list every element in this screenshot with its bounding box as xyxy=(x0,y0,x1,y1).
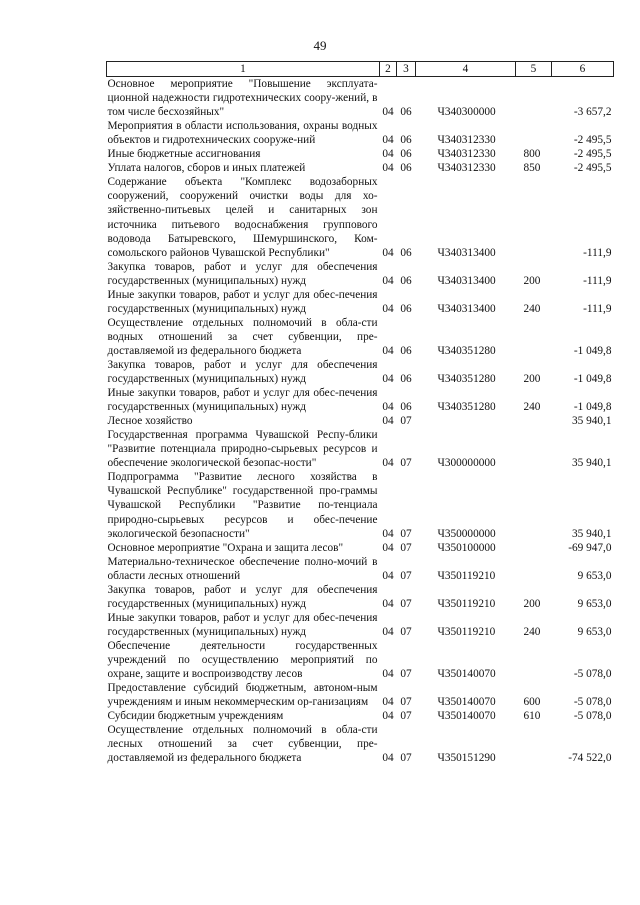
row-subsection: 07 xyxy=(400,696,412,709)
row-expense-type xyxy=(516,175,552,259)
row-amount: -1 049,8 xyxy=(573,373,612,386)
header-col-2: 2 xyxy=(380,62,397,77)
row-subsection: 07 xyxy=(400,457,412,470)
row-target-code xyxy=(416,414,516,428)
row-amount: -1 049,8 xyxy=(573,344,612,357)
row-target-code: Ч350119210 xyxy=(437,597,496,610)
page-number: 49 xyxy=(313,38,327,53)
row-target-code: Ч350100000 xyxy=(437,541,496,554)
row-name: Основное мероприятие "Охрана и защита лесов" xyxy=(107,541,344,554)
row-subsection: 06 xyxy=(400,274,412,287)
row-subsection: 06 xyxy=(400,106,412,119)
row-amount: -5 078,0 xyxy=(573,710,612,723)
row-section: 04 xyxy=(382,597,394,610)
row-expense-type: 200 xyxy=(523,274,541,287)
row-target-code: Ч340351280 xyxy=(437,344,496,357)
row-target-code: Ч340313400 xyxy=(437,274,496,287)
row-subsection: 06 xyxy=(400,148,412,161)
row-target-code: Ч340351280 xyxy=(437,373,496,386)
row-name: Закупка товаров, работ и услуг для обеспечения государственных (муниципальных) нужд xyxy=(107,583,378,610)
header-col-1: 1 xyxy=(107,62,380,77)
row-subsection: 07 xyxy=(400,597,412,610)
row-amount: -111,9 xyxy=(583,274,612,287)
table-row xyxy=(107,386,614,414)
row-name: Иные закупки товаров, работ и услуг для обес-печения государственных (муниципальных) нужд xyxy=(107,611,378,638)
row-section: 04 xyxy=(382,668,394,681)
table-row xyxy=(107,119,614,147)
row-name: Лесное хозяйство xyxy=(107,415,193,428)
header-row xyxy=(107,62,614,77)
row-expense-type xyxy=(516,555,552,583)
table-row xyxy=(107,709,614,723)
row-name: Подпрограмма "Развитие лесного хозяйства в Чувашской Республике" государственной про-граммы Чувашской Республики "Развитие по-тенциала природно-сырьевых ресурсов и обес-печение экологической безопасности" xyxy=(107,471,378,540)
row-target-code: Ч350140070 xyxy=(437,710,496,723)
row-target-code: Ч340313400 xyxy=(437,302,496,315)
row-target-code: Ч350140070 xyxy=(437,668,496,681)
row-section: 04 xyxy=(382,344,394,357)
row-name: Уплата налогов, сборов и иных платежей xyxy=(107,162,306,175)
table-row xyxy=(107,681,614,709)
header-col-3: 3 xyxy=(397,62,416,77)
table-row xyxy=(107,470,614,540)
row-expense-type xyxy=(516,470,552,540)
row-subsection: 06 xyxy=(400,134,412,147)
row-name: Предоставление субсидий бюджетным, автоном-ным учреждениям и иным некоммерческим ор-ганизациям xyxy=(107,682,378,709)
row-target-code: Ч340300000 xyxy=(437,106,496,119)
row-amount: -111,9 xyxy=(583,302,612,315)
row-expense-type xyxy=(516,723,552,765)
table-row xyxy=(107,316,614,358)
row-subsection: 07 xyxy=(400,625,412,638)
row-subsection: 06 xyxy=(400,401,412,414)
row-target-code: Ч350151290 xyxy=(437,752,496,765)
row-subsection: 07 xyxy=(400,668,412,681)
row-subsection: 07 xyxy=(400,752,412,765)
row-subsection: 07 xyxy=(400,415,412,428)
row-expense-type xyxy=(516,541,552,555)
row-target-code: Ч340312330 xyxy=(437,162,496,175)
row-target-code: Ч300000000 xyxy=(437,457,496,470)
row-expense-type: 200 xyxy=(523,597,541,610)
row-name: Иные закупки товаров, работ и услуг для обес-печения государственных (муниципальных) нужд xyxy=(107,288,378,315)
row-target-code: Ч350119210 xyxy=(437,569,496,582)
row-section: 04 xyxy=(382,457,394,470)
row-expense-type xyxy=(516,316,552,358)
row-amount: -2 495,5 xyxy=(573,134,612,147)
table-row xyxy=(107,260,614,288)
row-section: 04 xyxy=(382,162,394,175)
row-subsection: 07 xyxy=(400,527,412,540)
row-subsection: 07 xyxy=(400,569,412,582)
table-row xyxy=(107,288,614,316)
row-amount: 35 940,1 xyxy=(571,457,612,470)
table-row xyxy=(107,583,614,611)
row-amount: 35 940,1 xyxy=(571,527,612,540)
row-target-code: Ч350000000 xyxy=(437,527,496,540)
row-subsection: 06 xyxy=(400,162,412,175)
row-expense-type: 200 xyxy=(523,373,541,386)
row-expense-type: 240 xyxy=(523,625,541,638)
row-section: 04 xyxy=(382,696,394,709)
row-expense-type xyxy=(516,428,552,470)
row-target-code: Ч340351280 xyxy=(437,401,496,414)
row-target-code: Ч350119210 xyxy=(437,625,496,638)
row-target-code: Ч340312330 xyxy=(437,134,496,147)
row-amount: -3 657,2 xyxy=(573,106,612,119)
row-section: 04 xyxy=(382,569,394,582)
row-expense-type xyxy=(516,77,552,120)
row-expense-type: 240 xyxy=(523,302,541,315)
row-section: 04 xyxy=(382,415,394,428)
row-amount: -2 495,5 xyxy=(573,148,612,161)
row-amount: -5 078,0 xyxy=(573,696,612,709)
row-amount: 35 940,1 xyxy=(571,415,612,428)
row-expense-type xyxy=(516,119,552,147)
row-target-code: Ч340312330 xyxy=(437,148,496,161)
row-amount: -111,9 xyxy=(583,246,612,259)
row-subsection: 06 xyxy=(400,302,412,315)
row-target-code: Ч350140070 xyxy=(437,696,496,709)
table-body xyxy=(107,77,614,766)
row-subsection: 07 xyxy=(400,541,412,554)
budget-table xyxy=(106,61,614,765)
row-amount: -74 522,0 xyxy=(568,752,612,765)
row-name: Закупка товаров, работ и услуг для обеспечения государственных (муниципальных) нужд xyxy=(107,358,378,386)
row-name: Содержание объекта "Комплекс водозаборных сооружений, сооружений очистки воды для хо-зяйственно-питьевых целей и санитарных зон источника питьевого водоснабжения группового водовода Батыревского, Шемуршинского, Ком-сомольского районов Чувашской Республики" xyxy=(107,176,378,259)
row-section: 04 xyxy=(382,134,394,147)
row-section: 04 xyxy=(382,752,394,765)
table-row xyxy=(107,414,614,428)
row-amount: -5 078,0 xyxy=(573,668,612,681)
row-amount: 9 653,0 xyxy=(577,569,612,582)
row-expense-type: 850 xyxy=(523,162,541,175)
row-section: 04 xyxy=(382,246,394,259)
row-name: Осуществление отдельных полномочий в обла-сти лесных отношений за счет субвенции, пре-доставляемой из федерального бюджета xyxy=(107,724,378,765)
row-expense-type: 610 xyxy=(523,710,541,723)
row-section: 04 xyxy=(382,373,394,386)
row-section: 04 xyxy=(382,541,394,554)
row-name: Иные закупки товаров, работ и услуг для обес-печения государственных (муниципальных) нужд xyxy=(107,387,378,414)
row-section: 04 xyxy=(382,710,394,723)
row-subsection: 06 xyxy=(400,373,412,386)
header-col-6: 6 xyxy=(552,62,614,77)
row-amount: -69 947,0 xyxy=(568,541,612,554)
row-section: 04 xyxy=(382,625,394,638)
row-name: Закупка товаров, работ и услуг для обеспечения государственных (муниципальных) нужд xyxy=(107,260,378,287)
table-row xyxy=(107,175,614,259)
row-expense-type: 240 xyxy=(523,401,541,414)
row-expense-type: 800 xyxy=(523,148,541,161)
row-section: 04 xyxy=(382,302,394,315)
header-col-5: 5 xyxy=(516,62,552,77)
row-expense-type xyxy=(516,639,552,681)
row-name: Осуществление отдельных полномочий в обла-сти водных отношений за счет субвенции, пре-доставляемой из федерального бюджета xyxy=(107,316,378,357)
row-name: Иные бюджетные ассигнования xyxy=(107,148,261,161)
table-row xyxy=(107,428,614,470)
table-row xyxy=(107,77,614,120)
table-row xyxy=(107,147,614,161)
row-section: 04 xyxy=(382,274,394,287)
row-expense-type: 600 xyxy=(523,696,541,709)
table-row xyxy=(107,723,614,765)
row-name: Субсидии бюджетным учреждениям xyxy=(107,710,284,723)
row-section: 04 xyxy=(382,148,394,161)
table-row xyxy=(107,161,614,175)
table-row xyxy=(107,639,614,681)
row-name: Государственная программа Чувашской Респу-блики "Развитие потенциала природно-сырьевых ресурсов и обеспечение экологической безопас-ности" xyxy=(107,429,378,470)
row-amount: -2 495,5 xyxy=(573,162,612,175)
row-subsection: 06 xyxy=(400,344,412,357)
row-section: 04 xyxy=(382,527,394,540)
row-subsection: 07 xyxy=(400,710,412,723)
row-section: 04 xyxy=(382,106,394,119)
table-row xyxy=(107,611,614,639)
row-subsection: 06 xyxy=(400,246,412,259)
row-amount: -1 049,8 xyxy=(573,401,612,414)
row-amount: 9 653,0 xyxy=(577,597,612,610)
row-target-code: Ч340313400 xyxy=(437,246,496,259)
header-col-4: 4 xyxy=(416,62,516,77)
table-row xyxy=(107,358,614,386)
row-name: Материально-техническое обеспечение полно-мочий в области лесных отношений xyxy=(107,555,378,582)
row-name: Мероприятия в области использования, охраны водных объектов и гидротехнических сооруже-ний xyxy=(107,120,378,147)
row-expense-type xyxy=(516,414,552,428)
table-row xyxy=(107,541,614,555)
row-name: Основное мероприятие "Повышение эксплуата-ционной надежности гидротехнических соору-жений, в том числе бесхозяйных" xyxy=(107,78,378,119)
row-section: 04 xyxy=(382,401,394,414)
row-name: Обеспечение деятельности государственных учреждений по осуществлению мероприятий по охране, защите и воспроизводству лесов xyxy=(107,639,378,681)
table-row xyxy=(107,555,614,583)
row-amount: 9 653,0 xyxy=(577,625,612,638)
